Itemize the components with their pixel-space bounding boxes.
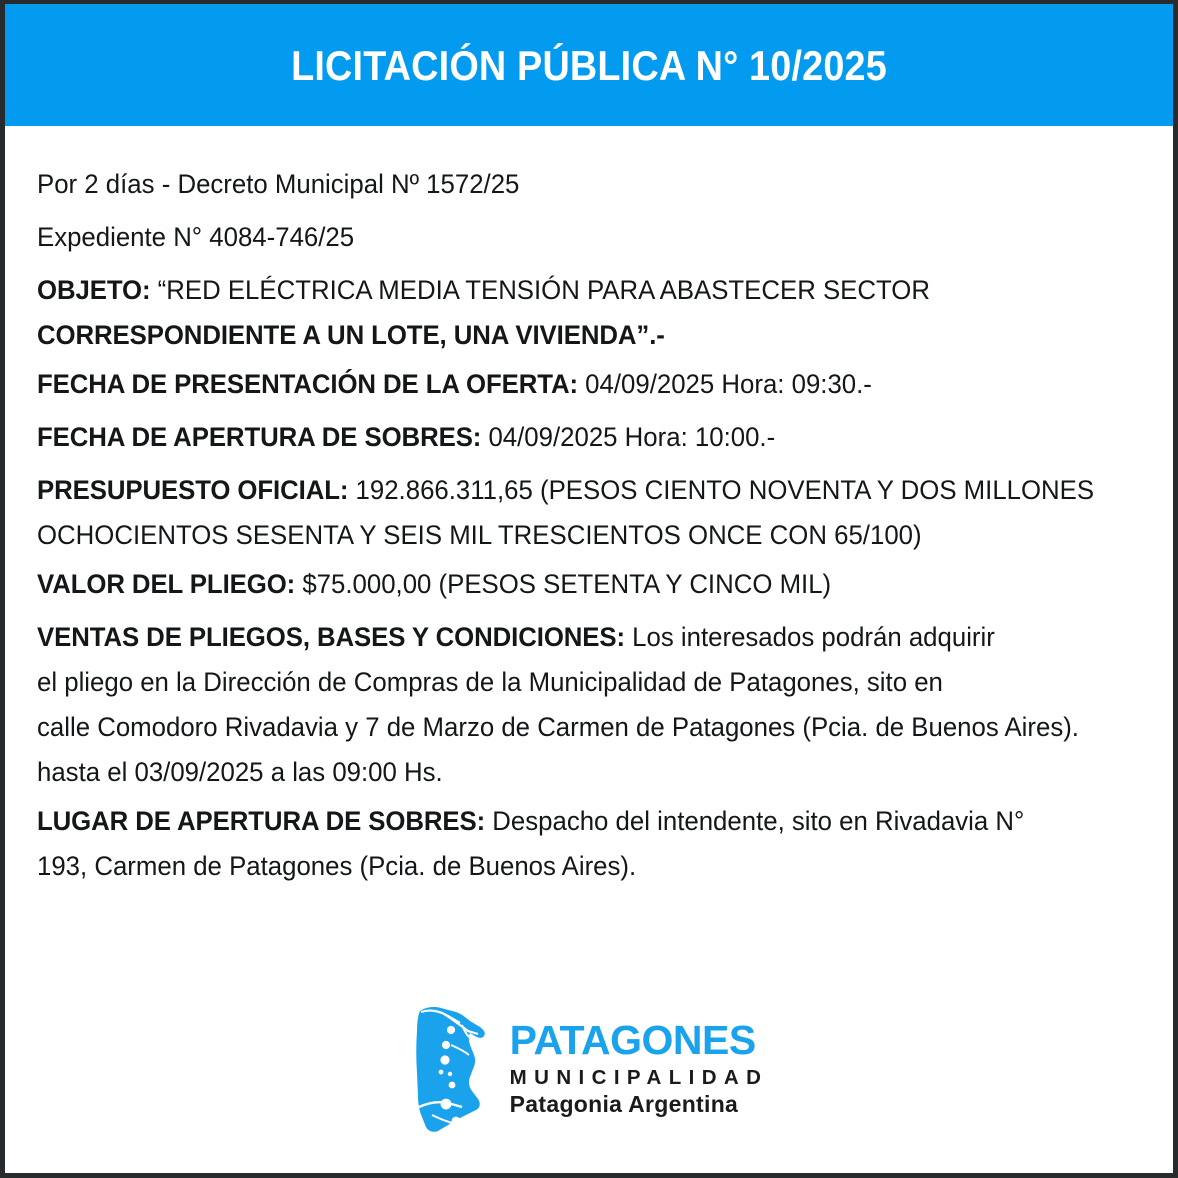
ventas-pliegos-line-1 bbox=[37, 624, 1084, 651]
valor-pliego-value: $75.000,00 (PESOS SETENTA Y CINCO MIL) bbox=[295, 569, 832, 599]
fecha-presentacion-value: 04/09/2025 Hora: 09:30.- bbox=[578, 369, 872, 399]
objeto-line-1-text: “RED ELÉCTRICA MEDIA TENSIÓN PARA ABASTECER SECTOR bbox=[157, 275, 930, 305]
presupuesto-label: PRESUPUESTO OFICIAL: bbox=[37, 475, 349, 505]
objeto-line-1 bbox=[37, 277, 1084, 304]
publication-note-paragraph bbox=[37, 171, 1084, 198]
publication-note-text: Por 2 días - Decreto Municipal Nº 1572/25 bbox=[37, 169, 520, 199]
ventas-pliegos-paragraph bbox=[37, 624, 1084, 786]
presupuesto-paragraph bbox=[37, 475, 1095, 550]
lugar-apertura-line-1-text: Despacho del intendente, sito en Rivadavia N° bbox=[485, 806, 1025, 836]
header-banner bbox=[5, 4, 1173, 126]
presupuesto-line-1-text: 192.866.311,65 (PESOS CIENTO NOVENTA Y DOS MILLONES bbox=[348, 475, 1095, 505]
logo-text-block bbox=[509, 1016, 769, 1118]
valor-pliego-label: VALOR DEL PLIEGO: bbox=[37, 569, 296, 599]
objeto-label: OBJETO: bbox=[37, 275, 151, 305]
page-title: LICITACIÓN PÚBLICA N° 10/2025 bbox=[291, 42, 887, 89]
logo-tagline: Patagonia Argentina bbox=[509, 1091, 739, 1118]
fecha-presentacion-label: FECHA DE PRESENTACIÓN DE LA OFERTA: bbox=[37, 369, 579, 399]
ventas-pliegos-label: VENTAS DE PLIEGOS, BASES Y CONDICIONES: bbox=[37, 622, 626, 652]
objeto-line-2: CORRESPONDIENTE A UN LOTE, UNA VIVIENDA”.- bbox=[37, 320, 665, 350]
presupuesto-line-2: OCHOCIENTOS SESENTA Y SEIS MIL TRESCIENTOS ONCE CON 65/100) bbox=[37, 520, 922, 550]
ventas-pliegos-line-1-text: Los interesados podrán adquirir bbox=[625, 622, 995, 652]
fecha-apertura-label: FECHA DE APERTURA DE SOBRES: bbox=[37, 422, 482, 452]
lugar-apertura-label: LUGAR DE APERTURA DE SOBRES: bbox=[37, 806, 486, 836]
municipality-logo bbox=[5, 1003, 1173, 1133]
ventas-pliegos-line-4: hasta el 03/09/2025 a las 09:00 Hs. bbox=[37, 757, 443, 787]
objeto-paragraph bbox=[37, 277, 1084, 349]
ventas-pliegos-line-3: calle Comodoro Rivadavia y 7 de Marzo de Carmen de Patagones (Pcia. de Buenos Aires). bbox=[37, 712, 1079, 742]
valor-pliego-paragraph bbox=[37, 571, 1084, 598]
ventas-pliegos-line-2: el pliego en la Dirección de Compras de la Municipalidad de Patagones, sito en bbox=[37, 667, 943, 697]
fecha-presentacion-paragraph bbox=[37, 371, 1084, 398]
file-number-paragraph bbox=[37, 224, 1084, 251]
file-number-text: Expediente N° 4084-746/25 bbox=[37, 222, 355, 252]
logo-name: PATAGONES bbox=[509, 1016, 756, 1063]
lugar-apertura-line-1 bbox=[37, 808, 1084, 835]
lugar-apertura-line-2: 193, Carmen de Patagones (Pcia. de Buenos Aires). bbox=[37, 851, 637, 881]
patagones-map-icon bbox=[410, 1003, 496, 1133]
presupuesto-line-1 bbox=[37, 475, 1095, 505]
fecha-apertura-paragraph bbox=[37, 424, 1084, 451]
lugar-apertura-paragraph bbox=[37, 808, 1084, 880]
fecha-apertura-value: 04/09/2025 Hora: 10:00.- bbox=[481, 422, 776, 452]
logo-subtitle: MUNICIPALIDAD bbox=[509, 1065, 769, 1089]
